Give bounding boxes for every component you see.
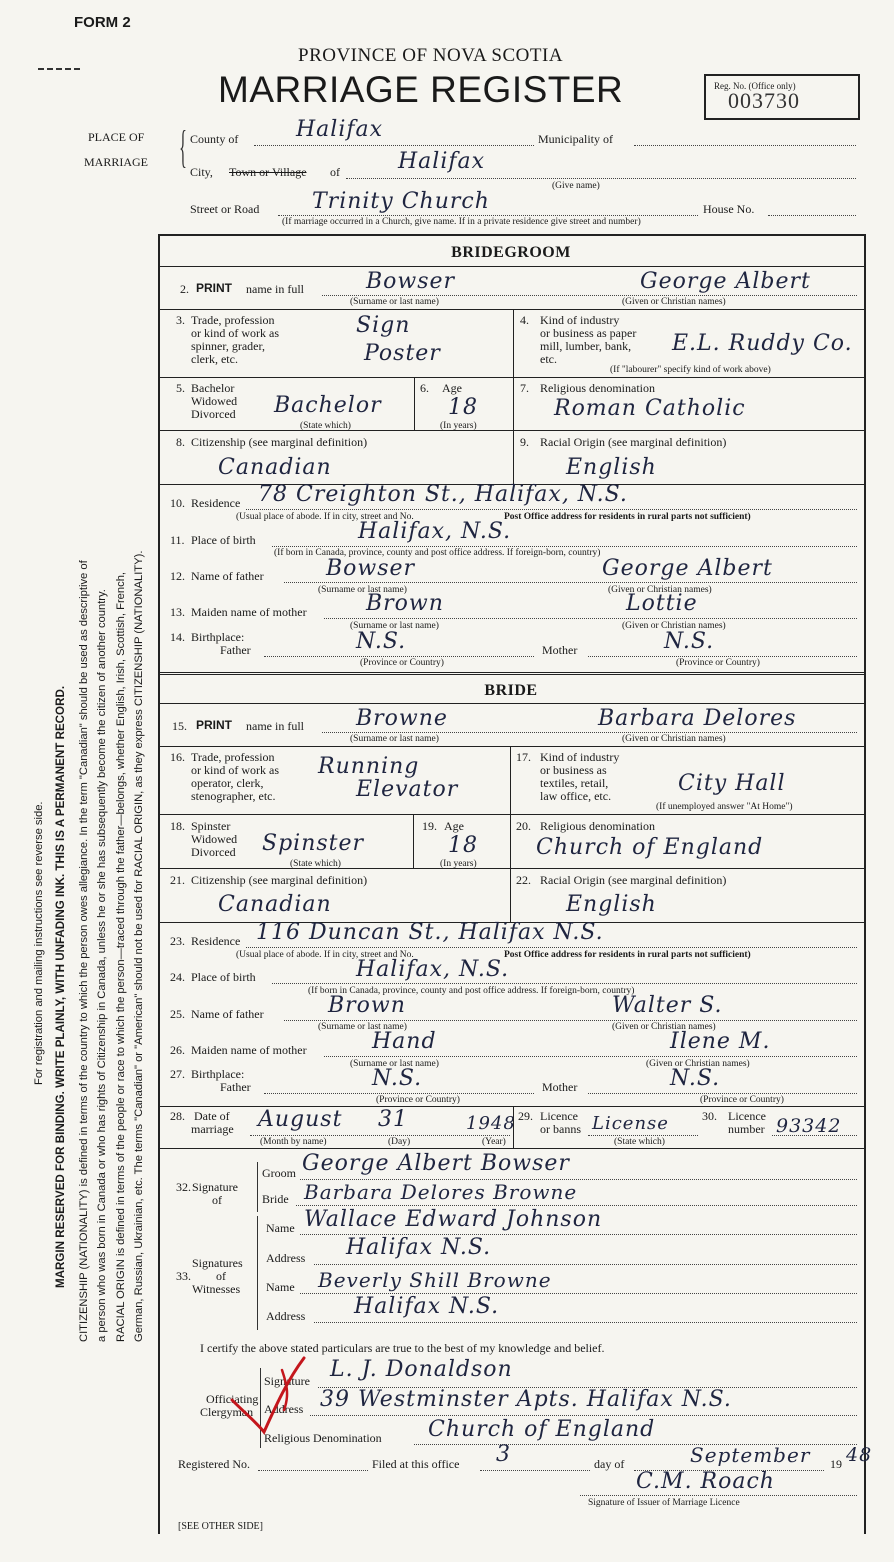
clergy-signature: L. J. Donaldson [330,1357,513,1382]
clergy-label-2: Clergyman [200,1405,254,1419]
filed-day: 3 [496,1442,511,1467]
groom-n4: 4. [520,313,529,327]
rule-v-19 [510,814,511,868]
bride-residence-label: Residence [191,934,241,948]
date-label-1: Date of [194,1109,230,1123]
wit-label-1: Signatures [192,1256,243,1270]
bride-given-lbl: (Given or Christian names) [622,734,726,744]
bride-residence-line [246,947,857,948]
street-line [278,215,698,216]
bride-father-given-lbl: (Given or Christian names) [612,1022,716,1032]
bride-n20: 20. [516,819,531,833]
bride-ind-l3: textiles, retail, [540,776,609,790]
city-of-label: of [330,165,340,179]
bride-pob-label: Place of birth [191,970,256,984]
clergy-denom-label: Religious Denomination [264,1431,382,1445]
province-heading: PROVINCE OF NOVA SCOTIA [298,45,564,66]
groom-surname-lbl: (Surname or last name) [350,297,439,307]
groom-residence-label: Residence [191,496,241,510]
clergy-sig-label: Signature [264,1374,310,1388]
rule-bride-top [158,672,864,675]
groom-pob: Halifax, N.S. [358,519,512,544]
groom-ind-l3: mill, lumber, bank, [540,339,632,353]
groom-religion-label: Religious denomination [540,381,655,395]
groom-given-lbl: (Given or Christian names) [622,297,726,307]
groom-name-label: name in full [246,282,304,296]
groom-status-l2: Widowed [191,394,238,408]
rule-v-5 [414,377,415,430]
bride-n17: 17. [516,750,531,764]
bride-n25: 25. [170,1007,185,1021]
bride-status-l1: Spinster [191,819,231,833]
rule-2 [158,309,864,310]
sig-label-2: of [212,1193,222,1207]
bride-print-label: PRINT [196,718,232,732]
groom-abode-lbl: (Usual place of abode. If in city, street and No. [236,512,414,522]
bride-abode-lbl: (Usual place of abode. If in city, street and No. [236,950,414,960]
w2-name: Beverly Shill Browne [318,1268,552,1292]
bride-trade-l2: or kind of work as [191,763,279,777]
bride-bp-father: N.S. [372,1066,423,1091]
bride-ind-l1: Kind of industry [540,750,620,764]
groom-racial: English [566,455,657,480]
bride-age: 18 [448,833,478,858]
margin-citizenship-def-2: a person who was born in Canada or who has rights of Citizenship in Canada, unless he or she has subsequently become the citizen of another country. [96,589,108,1342]
groom-bp-father-lbl: (Province or Country) [360,658,444,668]
rule-v-28 [513,1106,514,1148]
bride-trade-l1: Trade, profession [191,750,275,764]
groom-industry: E.L. Ruddy Co. [672,331,853,356]
bride-birthplace-label: Birthplace: [191,1067,245,1081]
year-lbl: (Year) [482,1137,506,1147]
place-of-label: PLACE OF [88,130,145,144]
filed-label: Filed at this office [372,1457,460,1471]
groom-mother-surname-lbl: (Surname or last name) [350,621,439,631]
clergy-address: 39 Westminster Apts. Halifax N.S. [320,1387,732,1412]
groom-n3: 3. [176,313,185,327]
bride-mother-given: Ilene M. [670,1029,771,1054]
street-label: Street or Road [190,202,260,216]
bride-surname-lbl: (Surname or last name) [350,734,439,744]
groom-surname: Bowser [366,269,456,294]
licence-label-2: or banns [540,1122,581,1136]
groom-trade-l1: Trade, profession [191,313,275,327]
n29: 29. [518,1109,533,1123]
groom-ind-l4: etc. [540,352,557,366]
bride-father-line [284,1020,857,1021]
bride-bp-mother-line [588,1093,857,1094]
groom-signature: George Albert Bowser [302,1151,570,1176]
groom-mother-surname: Brown [366,591,444,616]
date-label-2: marriage [191,1122,234,1136]
clergy-label-1: Officiating [206,1392,259,1406]
bride-sig-label: Bride [262,1192,289,1206]
rule-28 [158,1148,864,1149]
w1-name-label: Name [266,1221,295,1235]
groom-trade-l3: spinner, grader, [191,339,266,353]
see-other-side: [SEE OTHER SIDE] [178,1521,263,1532]
bride-industry-note: (If unemployed answer "At Home") [656,802,793,812]
bride-ind-l2: or business as [540,763,607,777]
margin-instructions: For registration and mailing instructions see reverse side. [33,801,45,1085]
bride-heading-rule [158,703,864,704]
groom-n8: 8. [176,435,185,449]
groom-n10: 10. [170,496,185,510]
clergy-addr-label: Address [264,1402,304,1416]
rule-v-6 [513,377,514,430]
bride-n22: 22. [516,873,531,887]
bride-bp-mother: N.S. [670,1066,721,1091]
bride-name-line [322,732,857,733]
rule-15 [158,746,864,747]
reg-no-value: 003730 [728,88,800,113]
w1-addr-label: Address [266,1251,306,1265]
groom-religion: Roman Catholic [554,396,746,421]
groom-bp-mother-lbl: (Province or Country) [676,658,760,668]
town-label: Town or Village [229,165,307,179]
street-value: Trinity Church [312,189,490,214]
groom-bp-father-label: Father [220,643,251,657]
bride-trade-1: Running [318,754,420,779]
groom-bp-mother-line [588,656,857,657]
bride-bp-father-lbl: (Province or Country) [376,1095,460,1105]
groom-age-label: Age [442,381,462,395]
registered-no-label: Registered No. [178,1457,250,1471]
w2-name-label: Name [266,1280,295,1294]
rule-5 [158,430,864,431]
n32: 32. [176,1180,191,1194]
w2-address: Halifax N.S. [354,1294,500,1319]
bride-bp-father-line [264,1093,534,1094]
bride-ind-l4: law office, etc. [540,789,612,803]
bride-racial: English [566,892,657,917]
bride-citizenship-label: Citizenship (see marginal definition) [191,873,368,887]
bride-religion: Church of England [536,835,764,860]
groom-trade-l2: or kind of work as [191,326,279,340]
groom-father-surname-lbl: (Surname or last name) [318,585,407,595]
marriage-day: 31 [378,1107,408,1132]
bride-bp-father-label: Father [220,1080,251,1094]
house-no-label: House No. [703,202,755,216]
wit-label-3: Witnesses [192,1282,241,1296]
groom-mother-label: Maiden name of mother [191,605,307,619]
house-no-line [768,215,856,216]
groom-status-l3: Divorced [191,407,236,421]
bride-pob: Halifax, N.S. [356,957,510,982]
bride-racial-label: Racial Origin (see marginal definition) [540,873,727,887]
n33: 33. [176,1269,191,1283]
municipality-line [634,145,856,146]
groom-birthplace-label: Birthplace: [191,630,245,644]
bride-in-years: (In years) [440,859,477,869]
groom-mother-given-lbl: (Given or Christian names) [622,621,726,631]
bride-n16: 16. [170,750,185,764]
groom-age: 18 [448,395,478,420]
bride-trade-l3: operator, clerk, [191,776,264,790]
groom-citizenship-label: Citizenship (see marginal definition) [191,435,368,449]
w1-address: Halifax N.S. [346,1235,492,1260]
groom-father-line [284,582,857,583]
groom-n13: 13. [170,605,185,619]
bride-trade-l4: stenographer, etc. [191,789,276,803]
margin-binding-note: MARGIN RESERVED FOR BINDING. WRITE PLAINLY, WITH UNFADING INK. THIS IS A PERMANENT RECORD. [54,685,67,1288]
groom-bp-mother: N.S. [664,629,715,654]
groom-bp-mother-label: Mother [542,643,578,657]
w1-name: Wallace Edward Johnson [304,1207,603,1232]
licence-value: License [592,1113,669,1134]
margin-citizenship-def: CITIZENSHIP (NATIONALITY) is defined in terms of the country to which the person owes allegiance. In the term "Canadian" should be used as descriptive of [78,560,90,1342]
groom-mother-given: Lottie [626,591,698,616]
sig-bracket [257,1162,258,1212]
groom-n5: 5. [176,381,185,395]
bride-surname: Browne [356,706,448,731]
rule-v-16 [510,746,511,814]
sig-label-1: Signature [192,1180,238,1194]
groom-given: George Albert [640,269,811,294]
groom-mother-line [324,618,857,619]
groom-bp-father-line [264,656,534,657]
licence-state-which: (State which) [614,1137,665,1147]
filed-year-suffix: 48 [846,1444,873,1466]
give-name-note: (Give name) [552,181,600,191]
bride-mother-surname-lbl: (Surname or last name) [350,1059,439,1069]
margin-racial-def-2: German, Russian, Ukrainian, etc. The terms "Canadian" or "American" should not be used for RACIAL ORIGIN, as they express CITIZENSHIP (NATIONALITY). [133,550,145,1342]
groom-po-lbl: Post Office address for residents in rural parts not sufficient) [504,512,751,522]
street-note: (If marriage occurred in a Church, give name. If in a private residence give street and number) [282,217,641,227]
place-brace: { [179,121,187,172]
bride-pob-line [272,983,857,984]
groom-sig-label: Groom [262,1166,296,1180]
bride-residence: 116 Duncan St., Halifax N.S. [256,920,604,945]
groom-father-label: Name of father [191,569,264,583]
groom-trade-2: Poster [364,341,441,366]
bride-father-surname: Brown [328,993,406,1018]
rule-16 [158,814,864,815]
groom-in-years: (In years) [440,421,477,431]
reg-no-box [704,74,860,120]
bride-n27: 27. [170,1067,185,1081]
groom-n11: 11. [170,533,185,547]
county-label: County of [190,132,239,146]
groom-status: Bachelor [274,393,382,418]
issuer-label: Signature of Issuer of Marriage Licence [588,1498,740,1508]
groom-citizenship: Canadian [218,455,332,480]
groom-residence: 78 Creighton St., Halifax, N.S. [258,482,628,507]
bride-father-label: Name of father [191,1007,264,1021]
bride-trade-2: Elevator [356,777,459,802]
bride-sig-line [296,1205,857,1206]
groom-pob-label: Place of birth [191,533,256,547]
month-lbl: (Month by name) [260,1137,327,1147]
bride-citizenship: Canadian [218,892,332,917]
groom-n7: 7. [520,381,529,395]
bride-bp-mother-label: Mother [542,1080,578,1094]
bride-n19: 19. [422,819,437,833]
groom-father-given: George Albert [602,556,773,581]
form-number: FORM 2 [74,14,131,31]
marriage-label: MARRIAGE [84,155,149,169]
groom-trade-1: Sign [356,313,411,338]
marriage-year: 1948 [466,1113,516,1134]
bride-status-l2: Widowed [191,832,238,846]
groom-n2: 2. [180,282,189,296]
groom-father-given-lbl: (Given or Christian names) [608,585,712,595]
groom-industry-note: (If "labourer" specify kind of work above) [610,365,771,375]
rule-v-21 [510,868,511,922]
groom-bp-father: N.S. [356,629,407,654]
bride-religion-label: Religious denomination [540,819,655,833]
bride-mother-line [324,1056,857,1057]
groom-n6: 6. [420,381,429,395]
rule-v-3 [513,309,514,377]
licence-num-label-1: Licence [728,1109,766,1123]
bride-n21: 21. [170,873,185,887]
groom-father-surname: Bowser [326,556,416,581]
licence-num-label-2: number [728,1122,765,1136]
frame-top [158,234,864,236]
clergy-addr-line [310,1415,857,1416]
filed-month: September [690,1443,811,1467]
bride-given: Barbara Delores [598,706,797,731]
issuer-line [580,1495,857,1496]
bride-signature: Barbara Delores Browne [304,1180,578,1204]
licence-label-1: Licence [540,1109,578,1123]
rule-3 [158,377,864,378]
municipality-label: Municipality of [538,132,613,146]
groom-n9: 9. [520,435,529,449]
bride-n15: 15. [172,719,187,733]
page-title: MARRIAGE REGISTER [218,69,624,110]
n30: 30. [702,1109,717,1123]
issuer-signature: C.M. Roach [636,1469,775,1494]
bride-father-surname-lbl: (Surname or last name) [318,1022,407,1032]
groom-name-line [322,295,857,296]
day-lbl: (Day) [388,1137,411,1147]
w2-addr-label: Address [266,1309,306,1323]
bride-state-which: (State which) [290,859,341,869]
groom-ind-l1: Kind of industry [540,313,620,327]
city-line [346,178,856,179]
county-value: Halifax [296,117,384,142]
groom-state-which: (State which) [300,421,351,431]
groom-n12: 12. [170,569,185,583]
bride-age-label: Age [444,819,464,833]
bride-n24: 24. [170,970,185,984]
marriage-month: August [258,1107,343,1132]
bride-status-l3: Divorced [191,845,236,859]
w1-addr-line [314,1264,857,1265]
groom-n14: 14. [170,630,185,644]
bride-birth-note: (If born in Canada, province, county and post office address. If foreign-born, country) [308,986,635,996]
n28: 28. [170,1109,185,1123]
licence-number: 93342 [776,1115,842,1137]
bride-po-lbl: Post Office address for residents in rural parts not sufficient) [504,950,751,960]
groom-birth-note: (If born in Canada, province, county and post office address. If foreign-born, country) [274,548,601,558]
bride-bp-mother-lbl: (Province or Country) [700,1095,784,1105]
groom-pob-line [272,546,857,547]
rule-18 [158,868,864,869]
groom-racial-label: Racial Origin (see marginal definition) [540,435,727,449]
city-value: Halifax [398,149,486,174]
wit-bracket [257,1216,258,1330]
rule-v-18 [413,814,414,868]
groom-heading-rule [158,266,864,267]
bride-mother-label: Maiden name of mother [191,1043,307,1057]
margin-racial-def: RACIAL ORIGIN is defined in terms of the people or race to which the person—traced through the father—belongs, whether English, Irish, Scottish, French, [115,571,127,1342]
county-line [254,145,534,146]
bride-n18: 18. [170,819,185,833]
wit-label-2: of [216,1269,226,1283]
groom-ind-l2: or business as paper [540,326,637,340]
filed-year-prefix: 19 [830,1457,842,1471]
day-of-label: day of [594,1457,625,1471]
bride-n26: 26. [170,1043,185,1057]
rule-v-8 [513,430,514,484]
certify-text: I certify the above stated particulars are true to the best of my knowledge and belief. [200,1341,605,1355]
bride-status: Spinster [262,831,365,856]
bride-father-given: Walter S. [612,993,723,1018]
bride-n23: 23. [170,934,185,948]
groom-status-l1: Bachelor [191,381,235,395]
bride-mother-given-lbl: (Given or Christian names) [646,1059,750,1069]
bride-heading: BRIDE [484,682,538,699]
bridegroom-heading: BRIDEGROOM [451,244,571,261]
bride-name-label: name in full [246,719,304,733]
clergy-denomination: Church of England [428,1417,656,1442]
bride-mother-surname: Hand [372,1029,437,1054]
reg-no-label: Reg. No. (Office only) [714,81,796,91]
groom-trade-l4: clerk, etc. [191,352,238,366]
bride-industry: City Hall [678,771,786,796]
groom-residence-line [246,509,857,510]
city-label: City, [190,165,213,179]
margin-dash [38,68,80,70]
w2-addr-line [314,1322,857,1323]
red-check-mark-icon [224,1352,324,1436]
registered-no-line [258,1470,368,1471]
groom-print-label: PRINT [196,281,232,295]
filed-day-line [480,1470,590,1471]
